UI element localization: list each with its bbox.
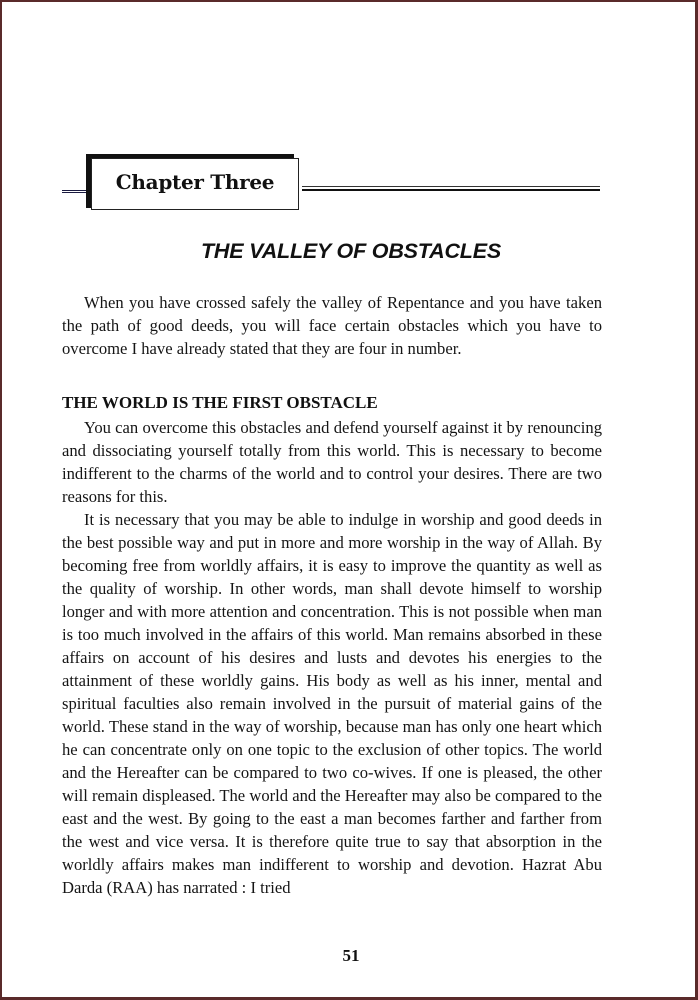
intro-paragraph: When you have crossed safely the valley of Repentance and you have taken the path of good deeds, you will face certain obstacles which you have to overcome I have already stated that they are four in number. (62, 293, 602, 358)
chapter-box (91, 158, 299, 210)
chapter-label: Chapter Three (115, 170, 275, 194)
subheading: THE WORLD IS THE FIRST OBSTACLE (62, 393, 378, 412)
page-number: 51 (342, 946, 360, 965)
paragraph-2: You can overcome this obstacles and defend yourself against it by renouncing and dissociating yourself totally from this world. This is necessary to become indifferent to the charms of the world and to control your desires. There are two reasons for this. (62, 418, 602, 506)
section-title: THE VALLEY OF OBSTACLES (200, 239, 501, 263)
paragraph-3: It is necessary that you may be able to indulge in worship and good deeds in the best possible way and put in more and more worship in the way of Allah. By becoming free from worldly affairs, it is easy to improve the quantity as well as the quality of worship. In other words, man shall devote himself to worship longer and with more attention and concentration. This is not possible when man is too much involved in the affairs of this world. Man remains absorbed in these affairs on account of his desires and lusts and devotes his energies to the attainment of these worldly gains. His body as well as his inner, mental and spiritual faculties also remain involved in the pursuit of material gains of the world. These stand in the way of worship, because man has only one heart which he can concentrate only on one topic to the exclusion of other topics. The world and the Hereafter can be compared to two co-wives. If one is pleased, the other will remain displeased. The world and the Hereafter may also be compared to the east and the west. By going to the east a man becomes farther and farther from the west and vice versa. It is therefore quite true to say that absorption in the worldly affairs makes man indifferent to worship and devotion. Hazrat Abu Darda (RAA) has narrated : I tried (62, 510, 602, 897)
chapter-rule-right (302, 186, 600, 191)
